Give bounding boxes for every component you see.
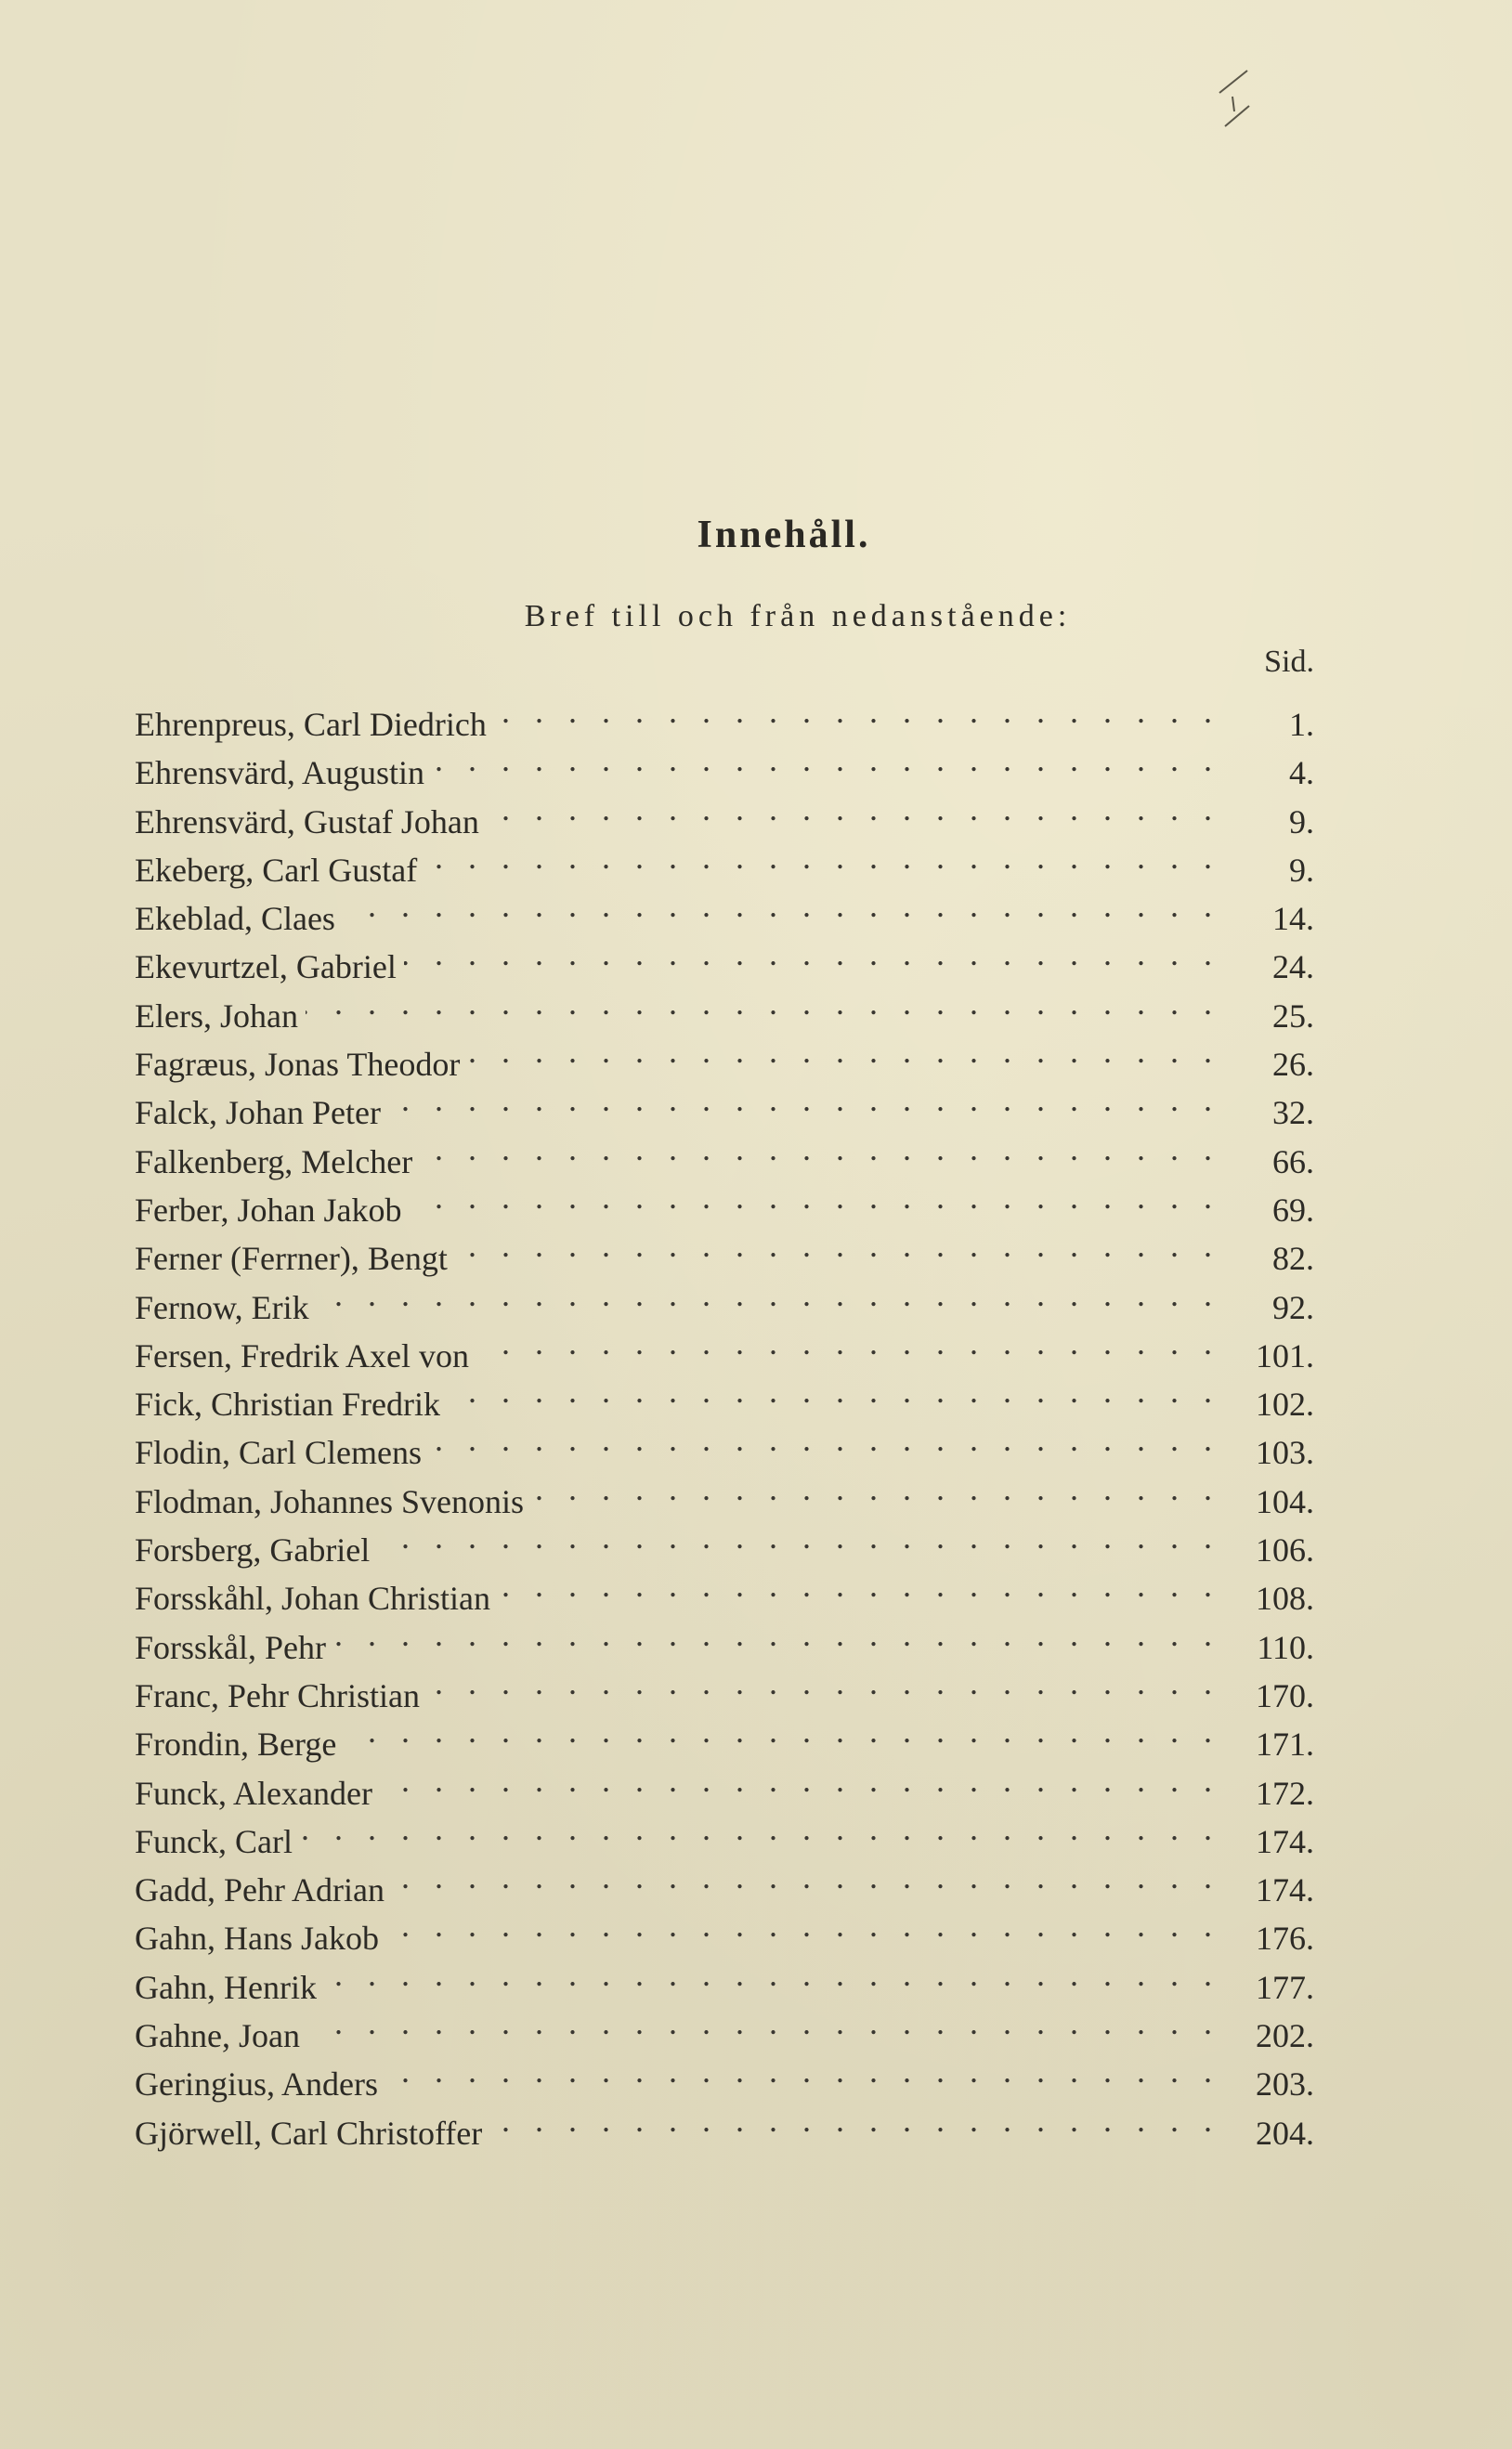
entry-page: 4. [1289,754,1314,792]
entry-name: Franc, Pehr Christian [135,1676,420,1714]
entry-name: Ehrenpreus, Carl Diedrich [135,706,487,743]
dot-leader [386,1901,1212,1949]
pencil-mark-icon [1212,65,1258,139]
dot-leader [489,2096,1212,2144]
dot-leader [410,1173,1213,1221]
entry-page: 9. [1289,851,1314,889]
entry-name: Flodin, Carl Clemens [135,1434,422,1472]
toc-entry [135,979,1314,1035]
table-of-contents [135,687,1314,2152]
dot-leader [494,687,1212,736]
dot-leader [388,1075,1212,1124]
dot-leader [392,1853,1212,1901]
entry-name: Ekeberg, Carl Gustaf [135,851,418,889]
toc-entry [135,1804,1314,1860]
entry-page: 103. [1256,1434,1314,1472]
entry-name: Falkenberg, Melcher [135,1142,413,1180]
entry-name: Ferber, Johan Jakob [135,1191,402,1229]
entry-page: 202. [1256,2017,1314,2055]
dot-leader [432,736,1212,784]
entry-name: Gahne, Joan [135,2017,300,2055]
entry-name: Forsberg, Gabriel [135,1531,371,1570]
dot-leader [420,1125,1212,1173]
entry-name: Ekeblad, Claes [135,900,335,938]
entry-page: 104. [1256,1482,1314,1520]
entry-page: 26. [1272,1046,1314,1084]
entry-name: Gjörwell, Carl Christoffer [135,2114,483,2152]
dot-leader [377,1513,1212,1561]
entry-name: Funck, Alexander [135,1774,372,1812]
entry-page: 14. [1272,900,1314,938]
entry-name: Ehrensvärd, Augustin [135,754,424,792]
dot-leader [531,1465,1212,1513]
toc-entry [135,2047,1314,2104]
entry-page: 92. [1272,1288,1314,1326]
dot-leader [333,1610,1212,1659]
entry-name: Gahn, Henrik [135,1968,317,2006]
entry-name: Forsskål, Pehr [135,1628,326,1666]
dot-leader [317,1270,1212,1319]
dot-leader [476,1319,1212,1367]
entry-name: Fagræus, Jonas Theodor [135,1046,461,1084]
entry-page: 177. [1256,1968,1314,2006]
entry-name: Ehrensvärd, Gustaf Johan [135,802,479,840]
entry-name: Flodman, Johannes Svenonis [135,1482,524,1520]
dot-leader [343,881,1212,930]
entry-name: Gahn, Hans Jakob [135,1920,379,1958]
entry-name: Funck, Carl [135,1822,293,1860]
dot-leader [324,1950,1212,1999]
dot-leader [455,1221,1212,1270]
entry-page: 25. [1272,997,1314,1035]
dot-leader [380,1756,1212,1804]
page-title: Innehåll. [697,514,871,556]
dot-leader [498,1561,1212,1609]
entry-page: 66. [1272,1142,1314,1180]
entry-name: Frondin, Berge [135,1726,337,1764]
dot-leader [427,1659,1212,1707]
dot-leader [448,1367,1212,1415]
entry-name: Elers, Johan [135,997,298,1035]
entry-page: 106. [1256,1531,1314,1570]
entry-page: 82. [1272,1240,1314,1278]
dot-leader [487,785,1212,833]
entry-name: Fick, Christian Fredrik [135,1386,440,1424]
entry-name: Fernow, Erik [135,1288,309,1326]
entry-name: Gadd, Pehr Adrian [135,1871,385,1909]
toc-entry [135,1999,1314,2055]
entry-page: 9. [1289,802,1314,840]
toc-entry [135,1027,1314,1084]
entry-page: 102. [1256,1386,1314,1424]
dot-leader [300,1804,1212,1853]
toc-entry [135,1853,1314,1909]
entry-name: Ekevurtzel, Gabriel [135,948,397,986]
entry-page: 204. [1256,2114,1314,2152]
page-column-header: Sid. [1264,645,1314,679]
entry-page: 108. [1256,1580,1314,1618]
entry-page: 171. [1256,1726,1314,1764]
dot-leader [306,979,1212,1027]
entry-page: 24. [1272,948,1314,986]
entry-page: 1. [1289,706,1314,743]
entry-page: 110. [1257,1628,1314,1666]
entry-name: Fersen, Fredrik Axel von [135,1336,469,1374]
entry-page: 176. [1256,1920,1314,1958]
entry-name: Ferner (Ferrner), Bengt [135,1240,448,1278]
entry-page: 174. [1256,1871,1314,1909]
entry-name: Geringius, Anders [135,2065,378,2104]
entry-page: 203. [1256,2065,1314,2104]
entry-name: Falck, Johan Peter [135,1094,381,1132]
page-subtitle: Bref till och från nedanstående: [524,599,1072,633]
dot-leader [307,1999,1212,2047]
dot-leader [424,833,1212,881]
entry-page: 69. [1272,1191,1314,1229]
dot-leader [429,1415,1212,1464]
dot-leader [467,1027,1212,1075]
entry-page: 174. [1256,1822,1314,1860]
dot-leader [404,930,1212,978]
entry-page: 32. [1272,1094,1314,1132]
entry-name: Forsskåhl, Johan Christian [135,1580,490,1618]
dot-leader [385,2047,1212,2095]
entry-page: 101. [1256,1336,1314,1374]
entry-page: 170. [1256,1676,1314,1714]
entry-page: 172. [1256,1774,1314,1812]
dot-leader [344,1707,1212,1755]
toc-entry [135,687,1314,743]
